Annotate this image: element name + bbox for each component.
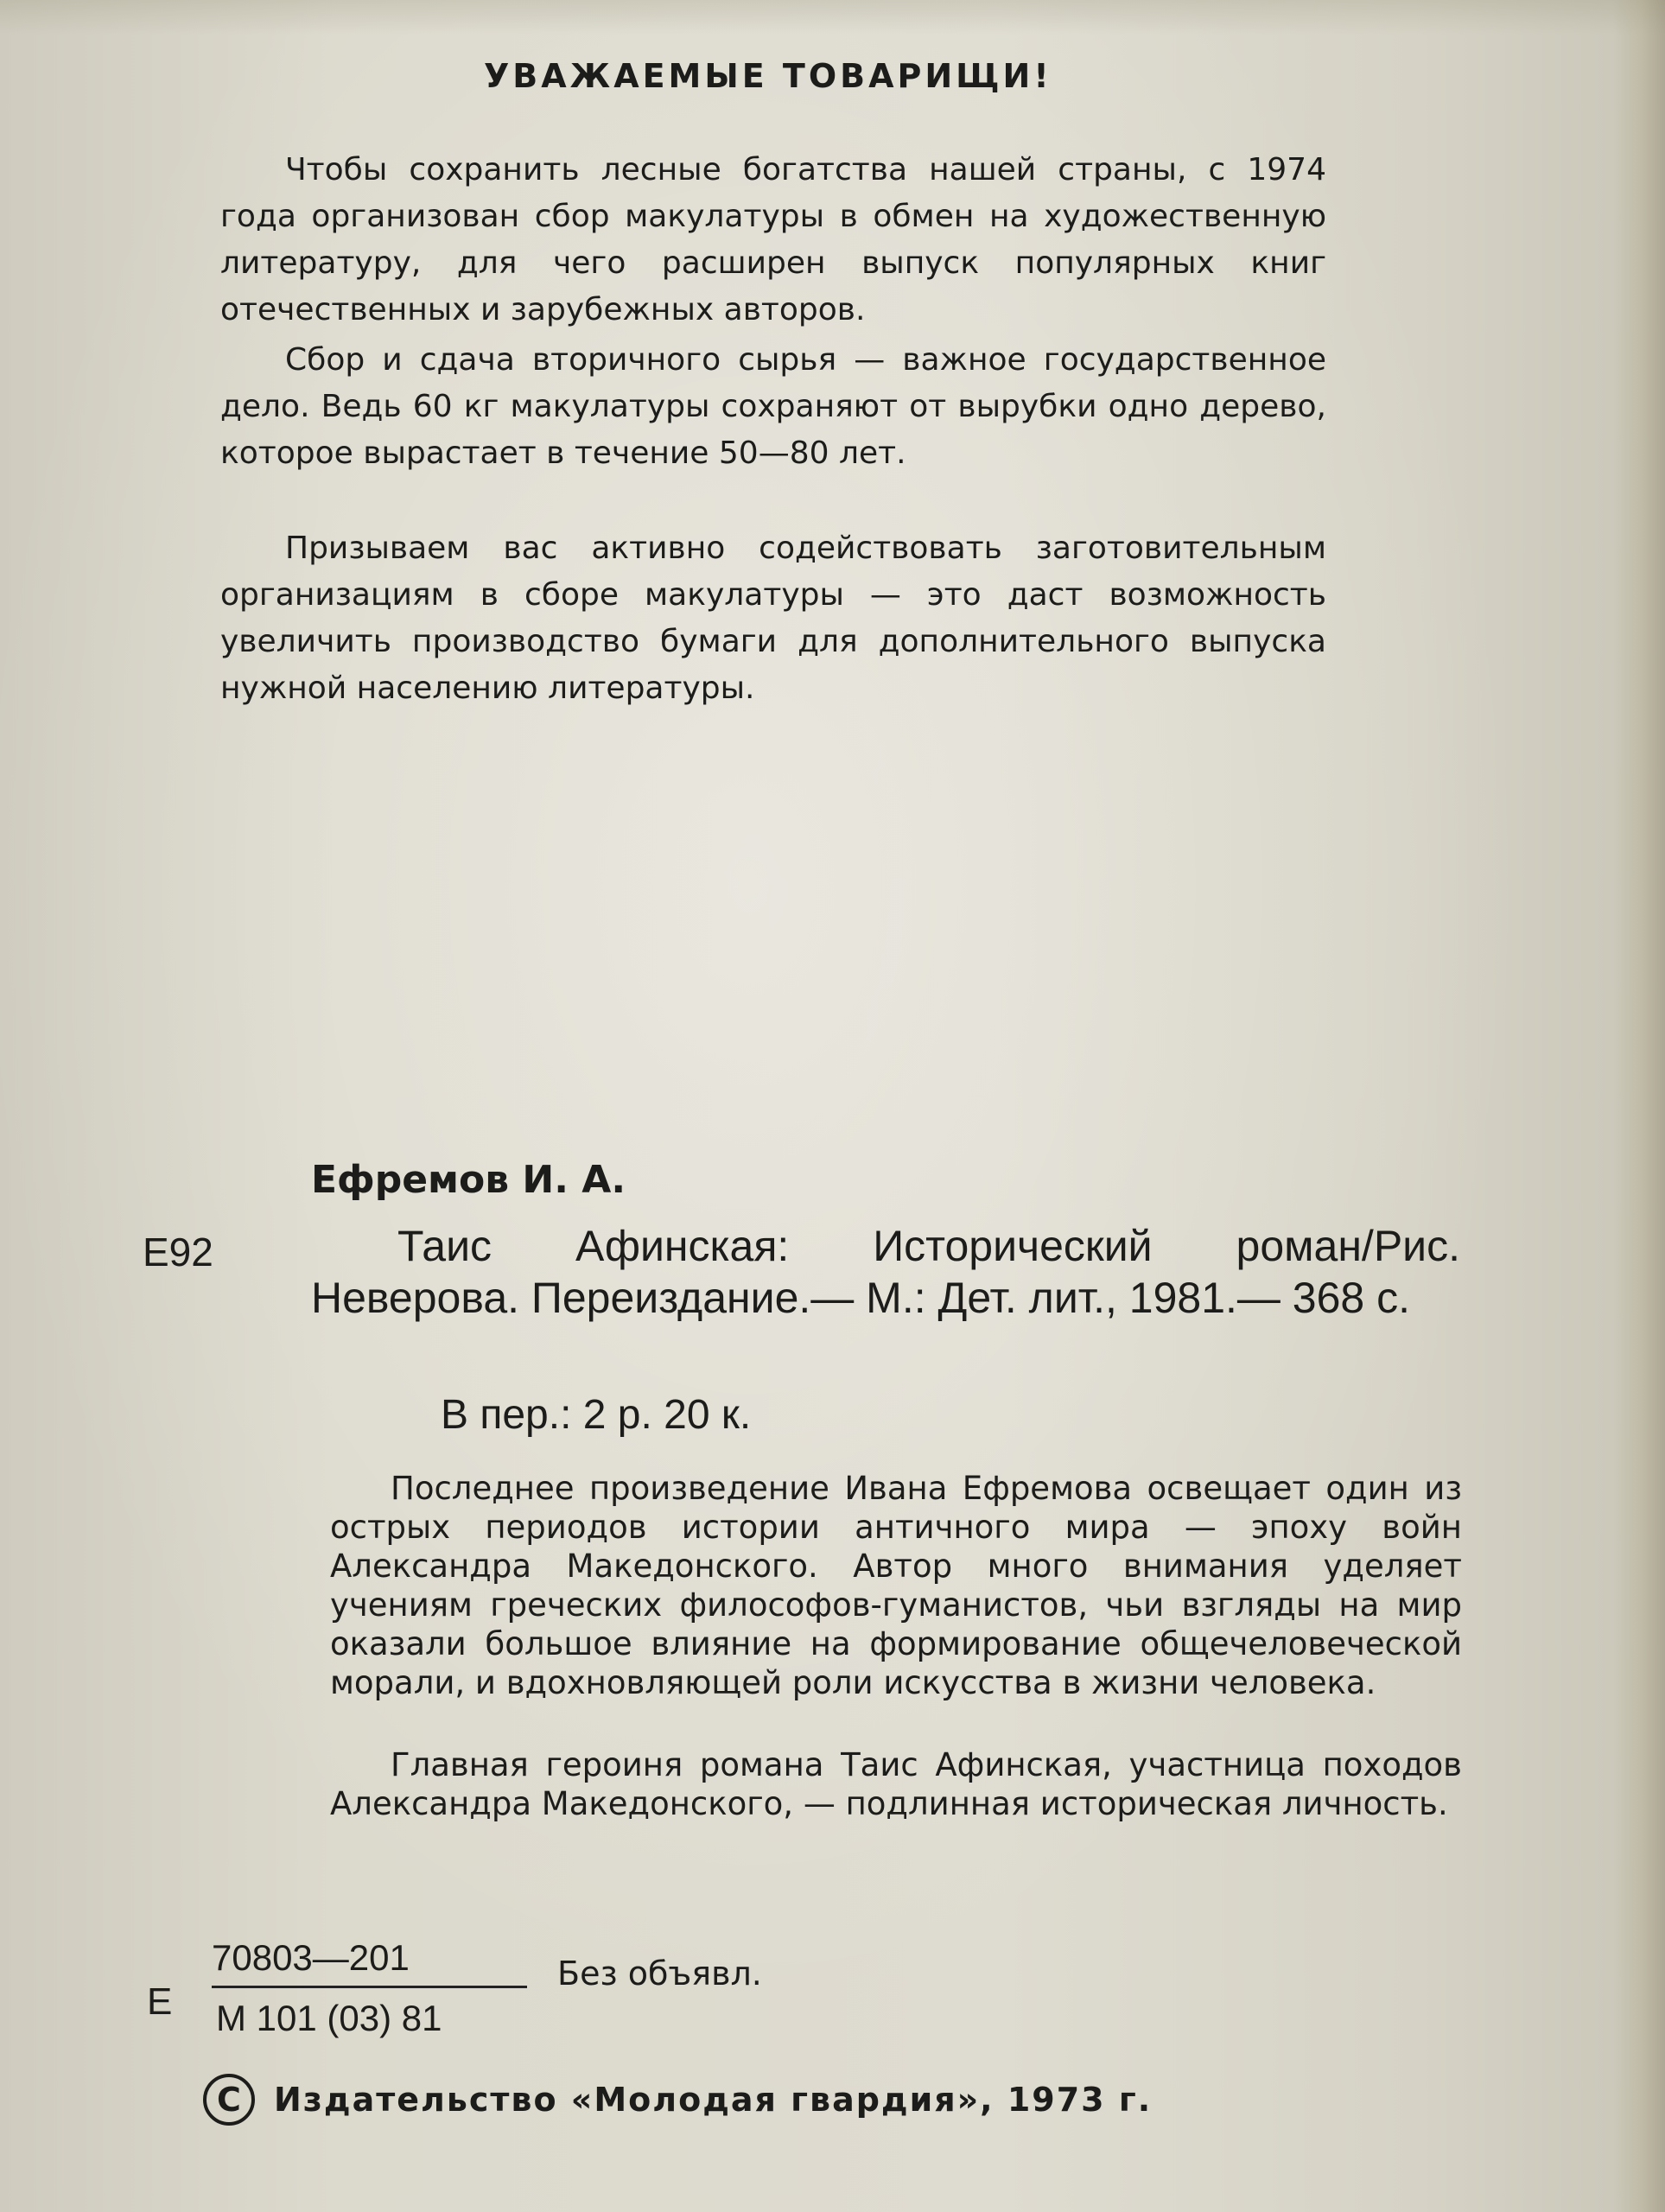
notice-paragraph-1: Чтобы сохранить лесные богатства нашей страны, с 1974 года организован сбор макулатуры в обмен на художественную литературу, для чего расширен выпуск популярных книг отечественных и зарубежных авторов. (220, 152, 1326, 327)
copyright-icon: C (203, 2074, 255, 2126)
notice-paragraph-2: Сбор и сдача вторичного сырья — важное государственное дело. Ведь 60 кг макулатуры сохраняют от вырубки одно дерево, которое вырастает в течение 50—80 лет. (220, 342, 1326, 471)
imprint-index-bottom: М 101 (03) 81 (216, 1998, 442, 2038)
catalog-price: В пер.: 2 р. 20 к. (441, 1392, 752, 1438)
notice-title: УВАЖАЕМЫЕ ТОВАРИЩИ! (484, 57, 1052, 95)
annotation-paragraph-2: Главная героиня романа Таис Афинская, участница походов Александра Македонского, — подлинная историческая личность. (330, 1746, 1462, 1822)
copyright-text: Издательство «Молодая гвардия», 1973 г. (274, 2081, 1153, 2119)
imprint-fraction-line (212, 1986, 527, 1988)
imprint-no-ad: Без объявл. (557, 1955, 762, 1993)
imprint-letter: Е (147, 1980, 173, 2023)
imprint-index-top: 70803—201 (212, 1937, 410, 1978)
page-shadow-top (0, 0, 1665, 35)
catalog-class-code: Е92 (143, 1230, 213, 1274)
catalog-description: Таис Афинская: Исторический роман/Рис. Неверова. Переиздание.— М.: Дет. лит., 1981.— 368 с. (311, 1222, 1460, 1322)
page-edge-shadow (1613, 0, 1665, 2212)
catalog-author: Ефремов И. А. (311, 1158, 626, 1202)
annotation-paragraph-1: Последнее произведение Ивана Ефремова освещает один из острых периодов истории античного мира — эпоху войн Александра Македонского. Автор много внимания уделяет учениям греческих философов-гуманистов, чьи взгляды на мир оказали большое влияние на формирование общечеловеческой морали, и вдохновляющей роли искусства в жизни человека. (330, 1470, 1462, 1701)
notice-paragraph-3: Призываем вас активно содействовать заготовительным организациям в сборе макулатуры — это даст возможность увеличить производство бумаги для дополнительного выпуска нужной населению литературы. (220, 531, 1326, 706)
copyright-line (203, 2074, 1152, 2126)
